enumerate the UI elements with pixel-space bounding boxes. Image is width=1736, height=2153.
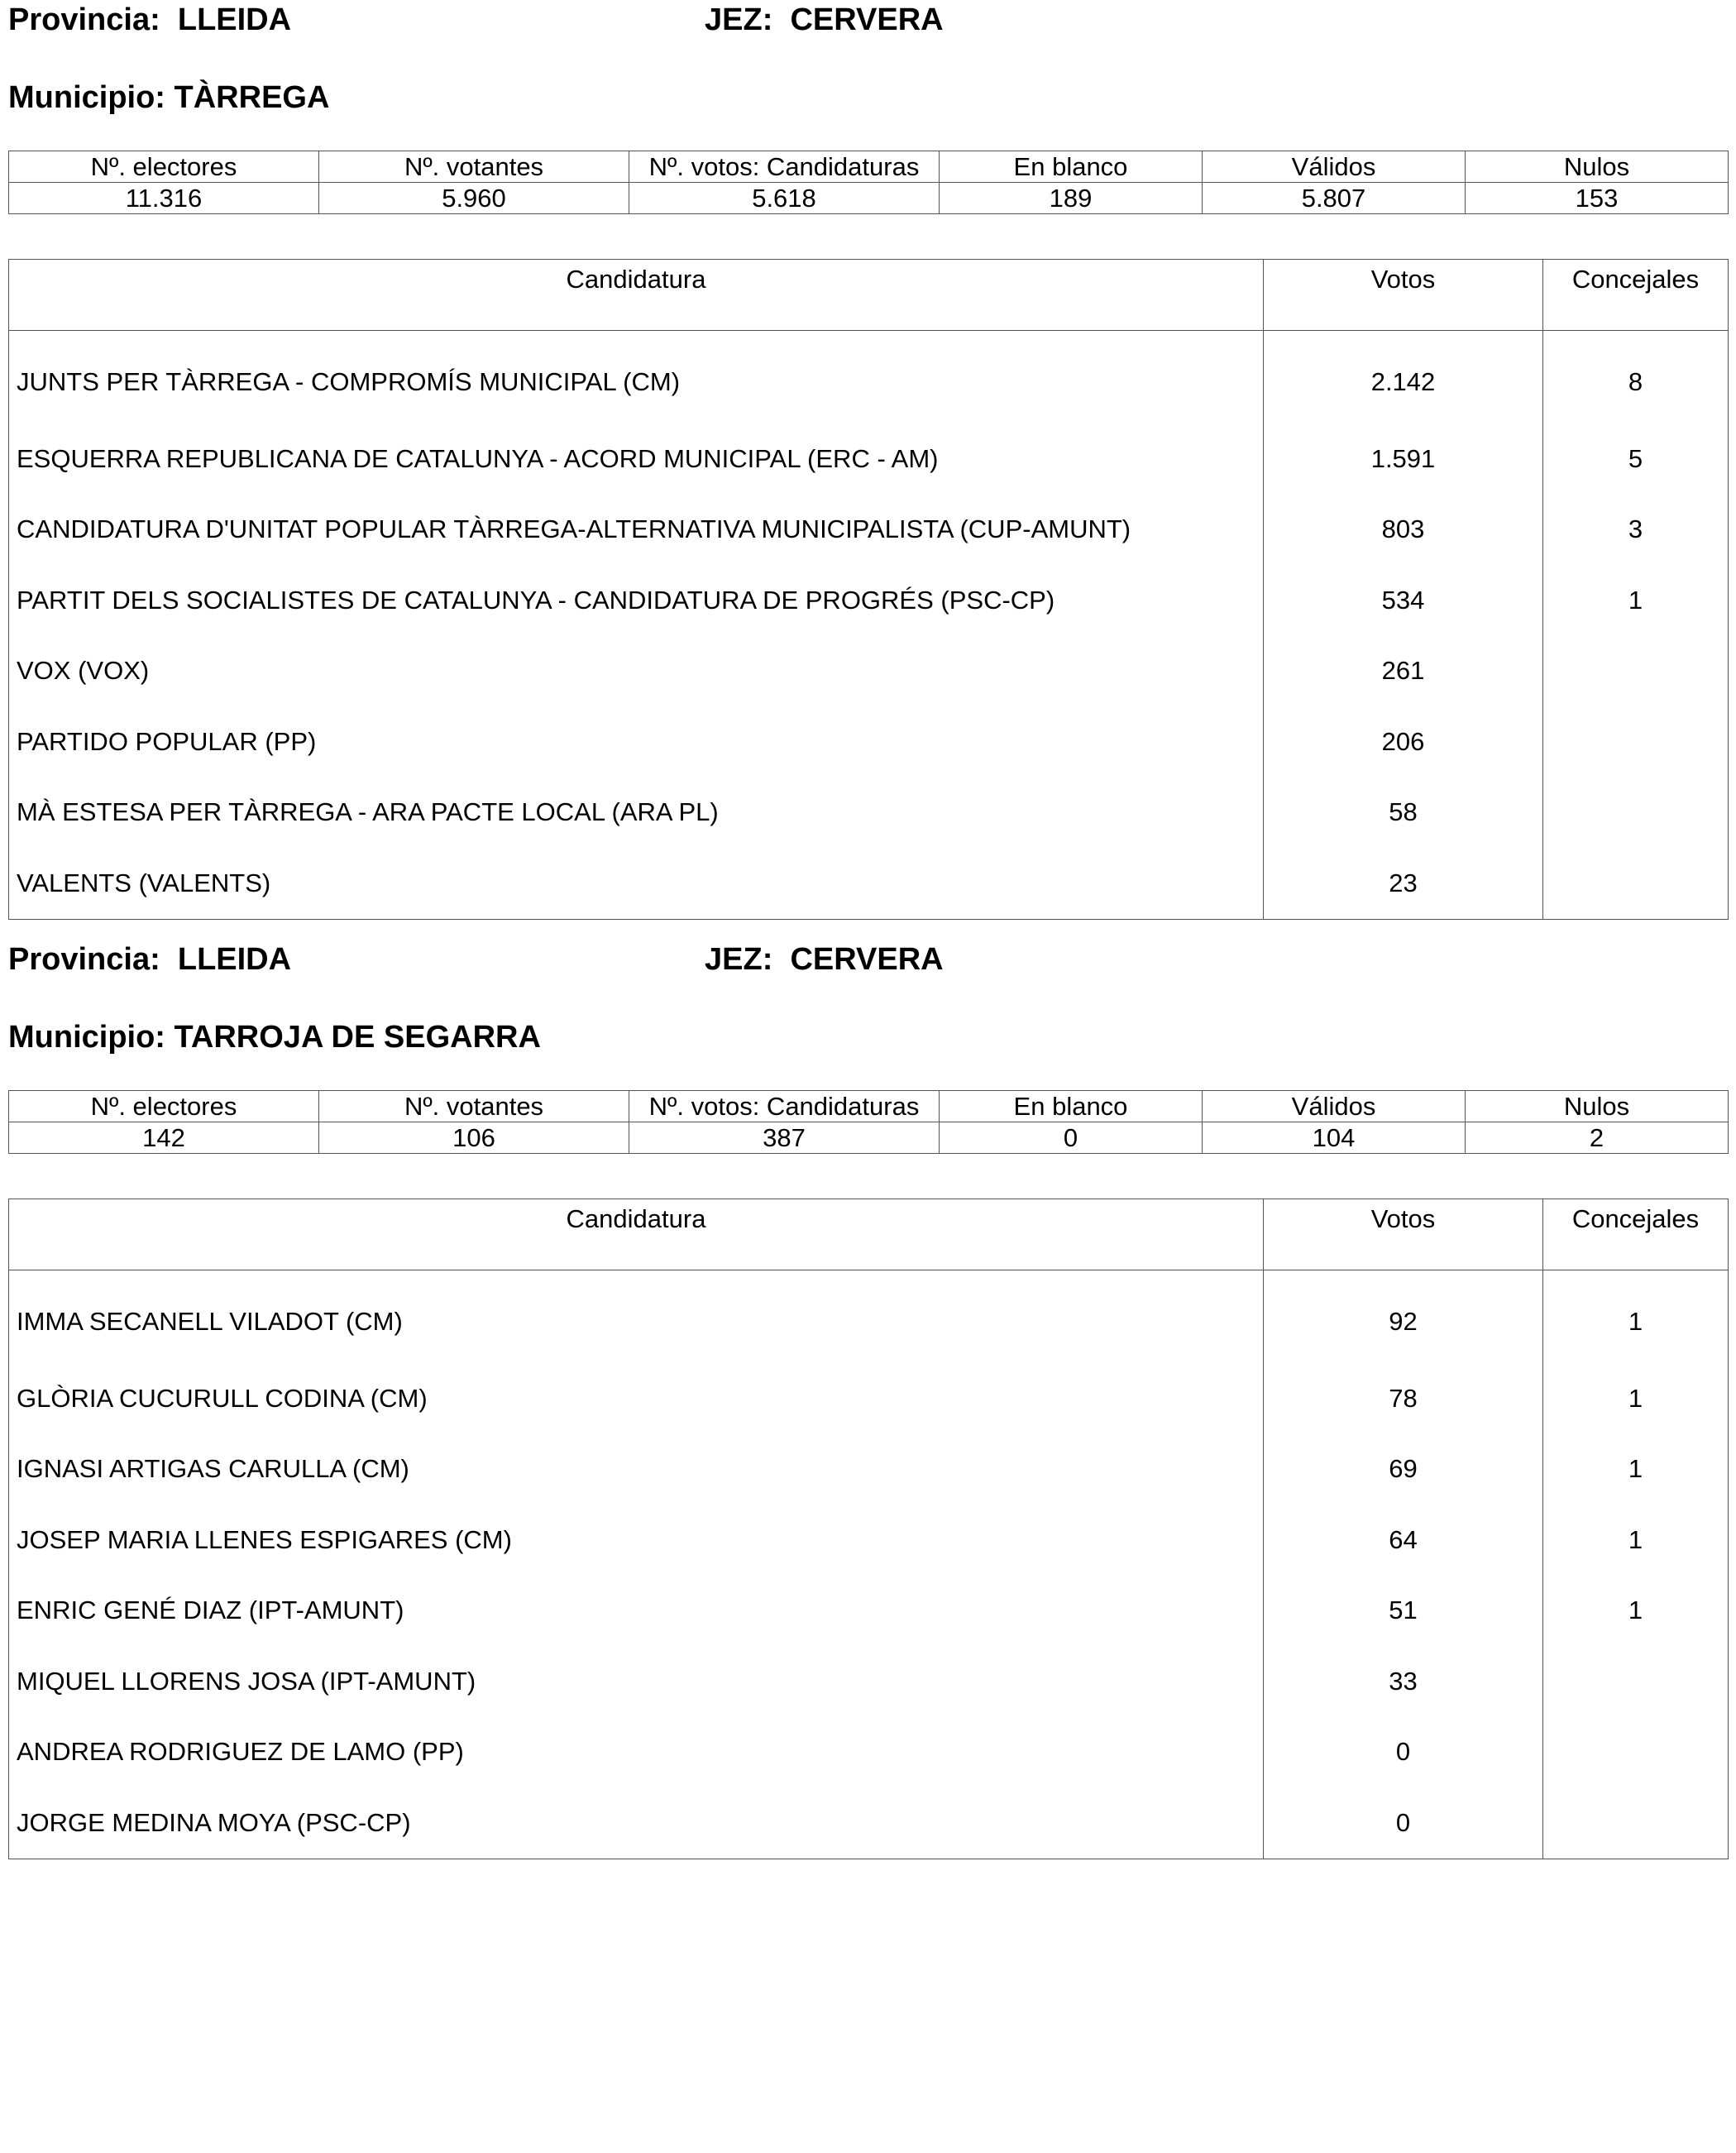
table-row — [9, 495, 1729, 566]
jez-value: CERVERA — [790, 2, 944, 37]
municipio-line — [8, 79, 329, 116]
cand-name: PARTIT DELS SOCIALISTES DE CATALUNYA - CANDIDATURA DE PROGRÉS (PSC-CP) — [9, 565, 1264, 636]
municipio-label: Municipio: — [8, 1020, 165, 1055]
stats-value-cell: 106 — [319, 1122, 629, 1154]
table-row — [9, 1576, 1729, 1647]
cand-header-cell: Votos — [1264, 260, 1543, 331]
table-row — [9, 423, 1729, 495]
table-row — [9, 777, 1729, 849]
cand-concejales: 8 — [1543, 331, 1729, 424]
candidaturas-table — [8, 1199, 1729, 1859]
stats-header-cell: Nº. votos: Candidaturas — [629, 1091, 940, 1122]
cand-votos: 0 — [1264, 1787, 1543, 1859]
municipio-value: TARROJA DE SEGARRA — [174, 1020, 541, 1055]
cand-name: ANDREA RODRIGUEZ DE LAMO (PP) — [9, 1717, 1264, 1788]
table-row — [9, 848, 1729, 919]
stats-table — [8, 151, 1729, 214]
cand-name: MÀ ESTESA PER TÀRREGA - ARA PACTE LOCAL (ARA PL) — [9, 777, 1264, 849]
jez-label: JEZ: — [705, 2, 773, 37]
stats-value-cell: 5.960 — [319, 183, 629, 214]
cand-name: VALENTS (VALENTS) — [9, 848, 1264, 919]
stats-header-cell: Nº. electores — [9, 1091, 319, 1122]
provincia-value: LLEIDA — [177, 2, 292, 37]
table-row — [9, 1434, 1729, 1505]
stats-header-cell: Válidos — [1203, 1091, 1466, 1122]
provincia-label: Provincia: — [8, 2, 160, 37]
stats-header-cell: Nº. votos: Candidaturas — [629, 151, 940, 183]
table-row — [9, 1270, 1729, 1364]
stats-value-cell: 142 — [9, 1122, 319, 1154]
stats-value-row — [9, 1122, 1729, 1154]
stats-header-cell: Válidos — [1203, 151, 1466, 183]
cand-name: JUNTS PER TÀRREGA - COMPROMÍS MUNICIPAL (CM) — [9, 331, 1264, 424]
cand-votos: 206 — [1264, 706, 1543, 777]
cand-name: IMMA SECANELL VILADOT (CM) — [9, 1270, 1264, 1364]
cand-concejales — [1543, 848, 1729, 919]
jez-line — [705, 941, 944, 978]
cand-concejales: 1 — [1543, 1576, 1729, 1647]
table-row — [9, 1505, 1729, 1576]
stats-header-cell: En blanco — [940, 1091, 1203, 1122]
stats-value-row — [9, 183, 1729, 214]
cand-votos: 534 — [1264, 565, 1543, 636]
stats-value-cell: 0 — [940, 1122, 1203, 1154]
cand-votos: 78 — [1264, 1363, 1543, 1434]
jez-label: JEZ: — [705, 942, 773, 977]
stats-header-cell: Nulos — [1466, 1091, 1729, 1122]
cand-header-cell: Concejales — [1543, 1199, 1729, 1270]
cand-concejales — [1543, 636, 1729, 707]
cand-votos: 1.591 — [1264, 423, 1543, 495]
table-row — [9, 1646, 1729, 1717]
cand-concejales — [1543, 1717, 1729, 1788]
cand-header-cell: Concejales — [1543, 260, 1729, 331]
stats-header-cell: Nº. votantes — [319, 1091, 629, 1122]
cand-concejales: 3 — [1543, 495, 1729, 566]
cand-concejales — [1543, 706, 1729, 777]
cand-name: CANDIDATURA D'UNITAT POPULAR TÀRREGA-ALTERNATIVA MUNICIPALISTA (CUP-AMUNT) — [9, 495, 1264, 566]
cand-header-cell: Votos — [1264, 1199, 1543, 1270]
cand-votos: 64 — [1264, 1505, 1543, 1576]
table-row — [9, 1717, 1729, 1788]
cand-concejales — [1543, 1787, 1729, 1859]
cand-concejales: 1 — [1543, 1434, 1729, 1505]
stats-header-row — [9, 1091, 1729, 1122]
cand-concejales: 1 — [1543, 1363, 1729, 1434]
stats-value-cell: 11.316 — [9, 183, 319, 214]
cand-concejales: 1 — [1543, 1505, 1729, 1576]
provincia-label: Provincia: — [8, 942, 160, 977]
stats-header-row — [9, 151, 1729, 183]
stats-header-cell: En blanco — [940, 151, 1203, 183]
stats-value-cell: 5.807 — [1203, 183, 1466, 214]
cand-concejales: 5 — [1543, 423, 1729, 495]
table-row — [9, 636, 1729, 707]
cand-name: PARTIDO POPULAR (PP) — [9, 706, 1264, 777]
cand-name: GLÒRIA CUCURULL CODINA (CM) — [9, 1363, 1264, 1434]
cand-name: VOX (VOX) — [9, 636, 1264, 707]
stats-value-cell: 387 — [629, 1122, 940, 1154]
cand-votos: 58 — [1264, 777, 1543, 849]
cand-header-cell: Candidatura — [9, 260, 1264, 331]
cand-votos: 261 — [1264, 636, 1543, 707]
cand-votos: 803 — [1264, 495, 1543, 566]
provincia-line — [8, 941, 291, 978]
table-row — [9, 1363, 1729, 1434]
municipio-value: TÀRREGA — [174, 80, 330, 115]
cand-votos: 0 — [1264, 1717, 1543, 1788]
stats-header-cell: Nº. votantes — [319, 151, 629, 183]
cand-votos: 2.142 — [1264, 331, 1543, 424]
cand-name: ENRIC GENÉ DIAZ (IPT-AMUNT) — [9, 1576, 1264, 1647]
stats-value-cell: 189 — [940, 183, 1203, 214]
cand-concejales: 1 — [1543, 1270, 1729, 1364]
candidaturas-table — [8, 259, 1729, 920]
table-row — [9, 565, 1729, 636]
jez-line — [705, 2, 944, 38]
cand-header-row — [9, 1199, 1729, 1270]
table-row — [9, 331, 1729, 424]
cand-header-cell: Candidatura — [9, 1199, 1264, 1270]
table-row — [9, 1787, 1729, 1859]
provincia-line — [8, 2, 291, 38]
stats-value-cell: 2 — [1466, 1122, 1729, 1154]
cand-votos: 69 — [1264, 1434, 1543, 1505]
provincia-value: LLEIDA — [177, 942, 292, 977]
cand-concejales — [1543, 777, 1729, 849]
cand-header-row — [9, 260, 1729, 331]
stats-value-cell: 153 — [1466, 183, 1729, 214]
cand-votos: 51 — [1264, 1576, 1543, 1647]
cand-name: JOSEP MARIA LLENES ESPIGARES (CM) — [9, 1505, 1264, 1576]
cand-concejales: 1 — [1543, 565, 1729, 636]
table-row — [9, 706, 1729, 777]
stats-value-cell: 5.618 — [629, 183, 940, 214]
stats-header-cell: Nulos — [1466, 151, 1729, 183]
cand-name: MIQUEL LLORENS JOSA (IPT-AMUNT) — [9, 1646, 1264, 1717]
cand-votos: 33 — [1264, 1646, 1543, 1717]
cand-name: JORGE MEDINA MOYA (PSC-CP) — [9, 1787, 1264, 1859]
stats-table — [8, 1090, 1729, 1154]
municipio-label: Municipio: — [8, 80, 165, 115]
cand-name: ESQUERRA REPUBLICANA DE CATALUNYA - ACORD MUNICIPAL (ERC - AM) — [9, 423, 1264, 495]
stats-header-cell: Nº. electores — [9, 151, 319, 183]
municipio-line — [8, 1019, 541, 1055]
cand-votos: 23 — [1264, 848, 1543, 919]
jez-value: CERVERA — [790, 942, 944, 977]
cand-votos: 92 — [1264, 1270, 1543, 1364]
cand-name: IGNASI ARTIGAS CARULLA (CM) — [9, 1434, 1264, 1505]
cand-concejales — [1543, 1646, 1729, 1717]
stats-value-cell: 104 — [1203, 1122, 1466, 1154]
